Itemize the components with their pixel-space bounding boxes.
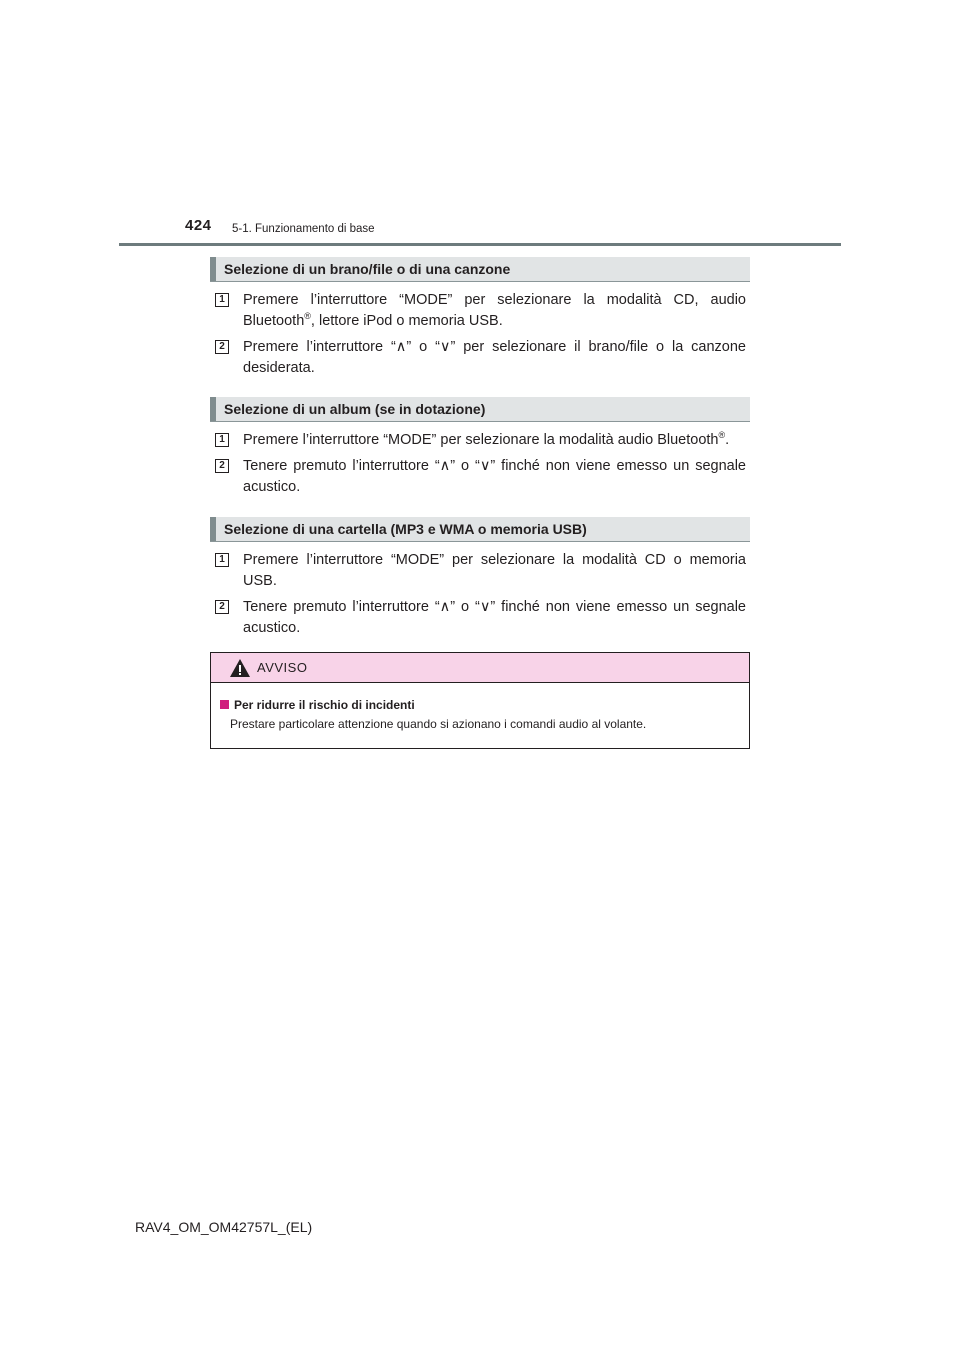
warning-item-text: Prestare particolare attenzione quando si azionano i comandi audio al volante.	[230, 717, 647, 731]
step-number: 1	[215, 433, 229, 447]
step-text: Premere l’interruttore “∧” o “∨” per selezionare il brano/file o la canzone desiderata.	[243, 339, 746, 376]
step-text-cont: , lettore iPod o memoria USB.	[310, 313, 503, 329]
step-text: Premere l’interruttore “MODE” per selezionare la modalità audio Bluetooth	[243, 432, 719, 448]
step-item	[210, 290, 750, 332]
subsection-title: Selezione di un album (se in dotazione)	[224, 401, 486, 417]
subsection-header	[210, 397, 750, 422]
step-number: 2	[215, 600, 229, 614]
step-number: 2	[215, 459, 229, 473]
step-number: 1	[215, 553, 229, 567]
page-number: 424	[185, 217, 212, 234]
subsection-title: Selezione di un brano/file o di una canzone	[224, 261, 511, 277]
step-item	[210, 597, 750, 639]
step-item	[210, 337, 750, 379]
warning-box	[210, 652, 750, 749]
registered-mark: ®	[304, 311, 311, 322]
subsection-header	[210, 517, 750, 542]
subheader-accent-bar	[210, 397, 216, 421]
step-number: 1	[215, 293, 229, 307]
step-item	[210, 456, 750, 498]
subsection-track-selection	[210, 257, 750, 379]
warning-body	[211, 683, 749, 734]
warning-title: AVVISO	[257, 660, 308, 675]
square-bullet-icon	[220, 700, 229, 709]
warning-item-title-text: Per ridurre il rischio di incidenti	[234, 698, 415, 712]
registered-mark: ®	[718, 430, 726, 441]
subsection-title: Selezione di una cartella (MP3 e WMA o memoria USB)	[224, 521, 587, 537]
step-text: Tenere premuto l’interruttore “∧” o “∨” finché non viene emesso un segnale acustico.	[243, 458, 746, 495]
step-number: 2	[215, 340, 229, 354]
subsection-header	[210, 257, 750, 282]
document-code: RAV4_OM_OM42757L_(EL)	[135, 1219, 313, 1235]
subheader-accent-bar	[210, 257, 216, 281]
subsection-album-selection	[210, 397, 750, 498]
step-text: Premere l’interruttore “MODE” per selezionare la modalità CD o memoria USB.	[243, 552, 746, 589]
warning-item-title	[220, 696, 749, 714]
section-title: 5-1. Funzionamento di base	[232, 223, 375, 235]
subsection-folder-selection	[210, 517, 750, 639]
main-content	[210, 257, 750, 644]
step-text: Tenere premuto l’interruttore “∧” o “∨” finché non viene emesso un segnale acustico.	[243, 599, 746, 636]
warning-triangle-icon	[229, 658, 251, 678]
step-text: Premere l’interruttore “MODE” per selezionare la modalità CD, audio Bluetooth	[243, 292, 746, 329]
step-item	[210, 430, 750, 451]
step-item	[210, 550, 750, 592]
subheader-accent-bar	[210, 517, 216, 541]
warning-header	[211, 653, 749, 683]
step-text-cont: .	[725, 432, 730, 448]
header-rule	[119, 243, 841, 246]
